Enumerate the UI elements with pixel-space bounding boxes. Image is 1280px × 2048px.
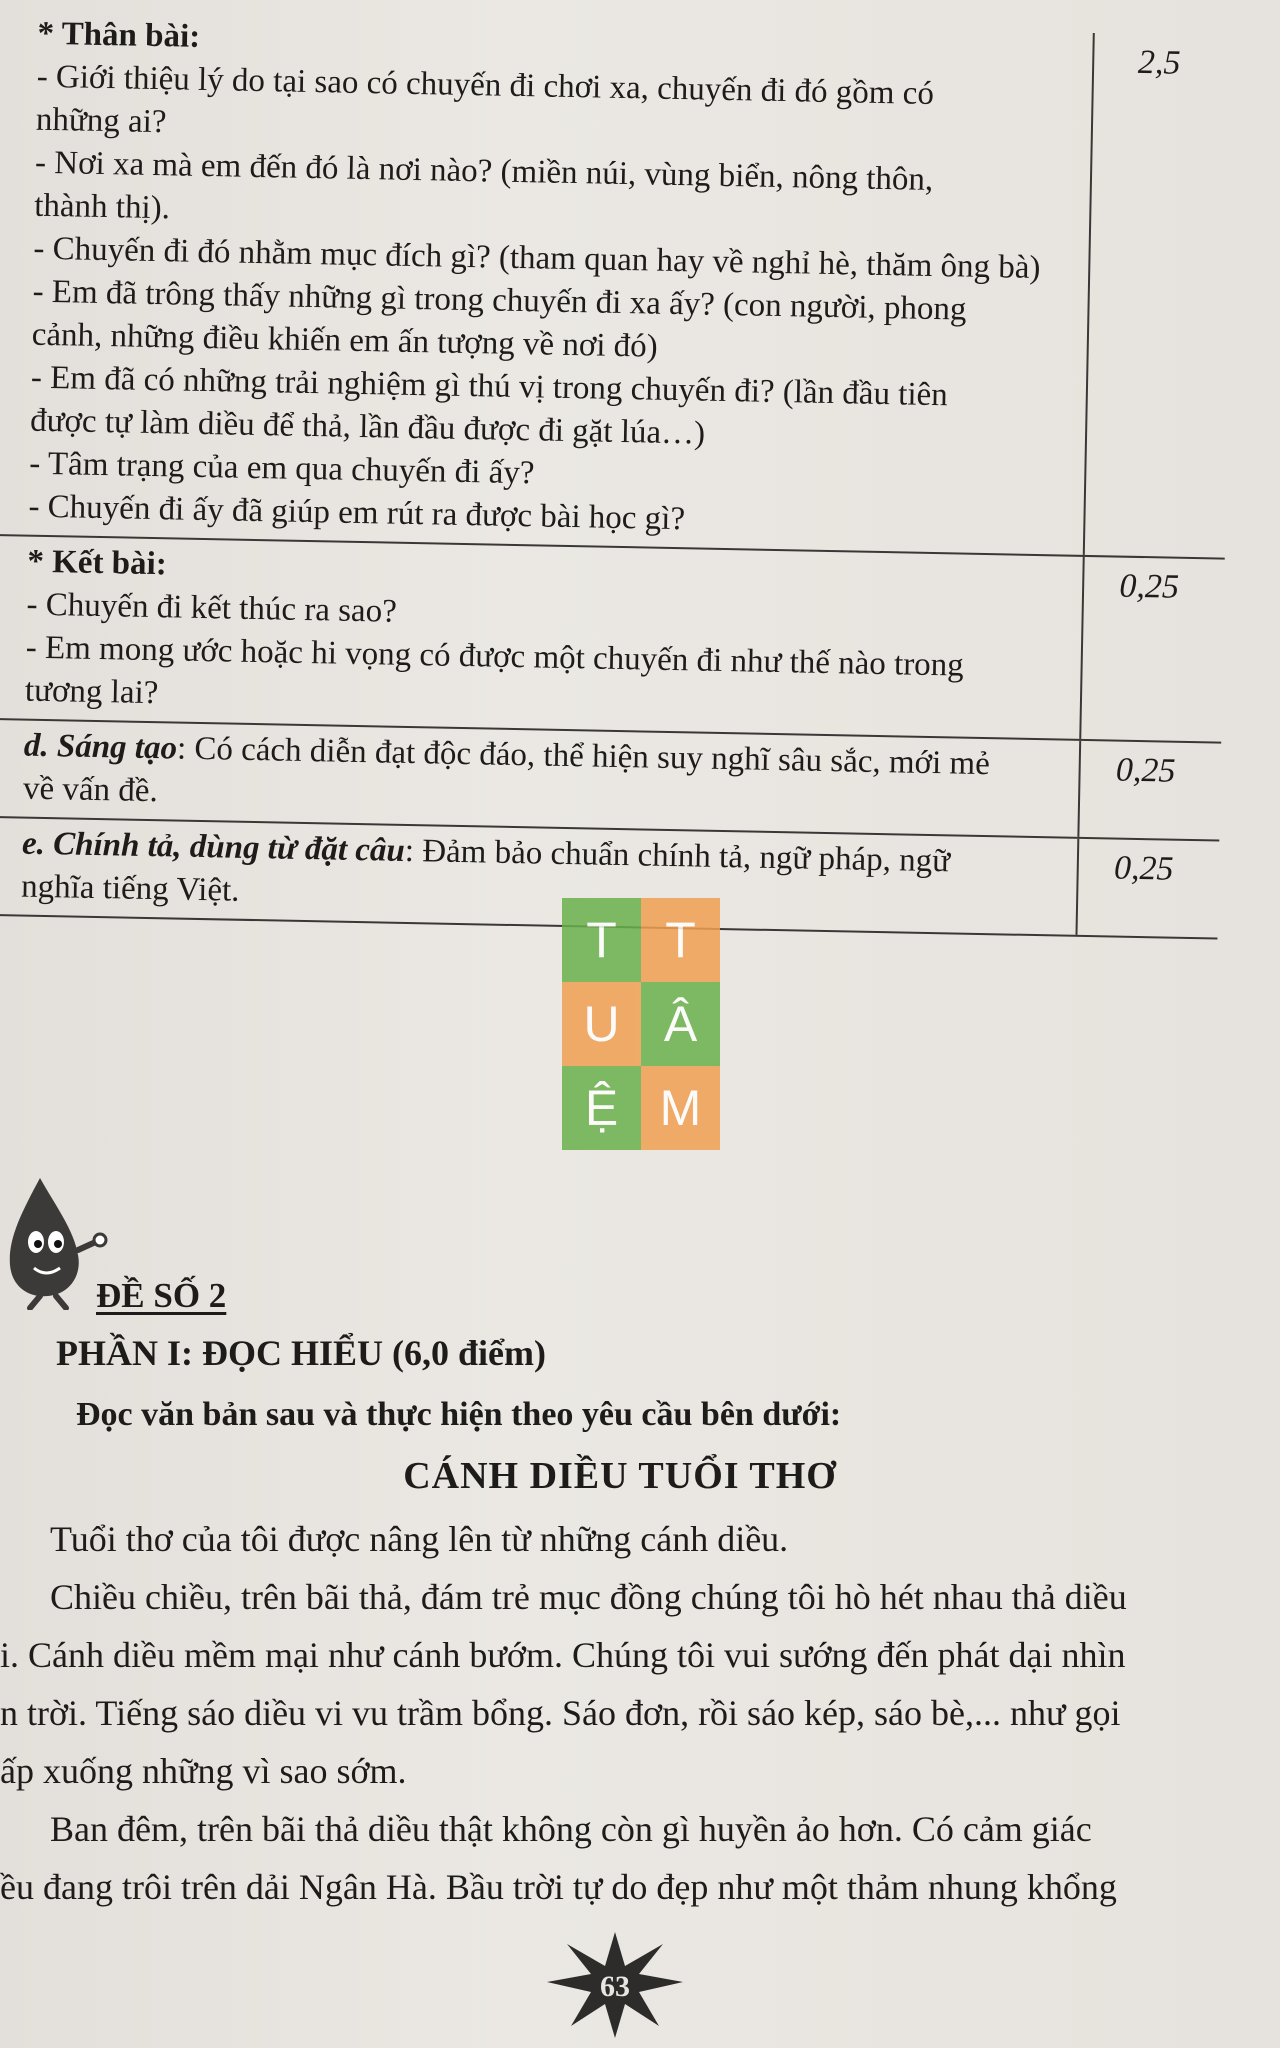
watermark-letter: Ệ: [562, 1066, 641, 1150]
ket-bai-heading: * Kết bài:: [27, 543, 168, 583]
than-bai-line: - Giới thiệu lý do tại sao có chuyến đi chơi xa, chuyến đi đó gồm có: [36, 58, 935, 112]
passage-line: ấp xuống những vì sao sớm.: [0, 1751, 407, 1791]
watermark-logo: [562, 898, 720, 1150]
than-bai-line: những ai?: [35, 101, 167, 141]
chinh-ta-text-2: nghĩa tiếng Việt.: [20, 868, 240, 909]
sang-tao-text-2: về vấn đề.: [22, 770, 159, 810]
than-bai-line: - Tâm trạng của em qua chuyến đi ấy?: [28, 445, 535, 492]
than-bai-content: [0, 12, 1095, 555]
than-bai-line: - Chuyến đi đó nhằm mục đích gì? (tham quan hay về nghỉ hè, thăm ông bà): [33, 230, 1041, 287]
ket-bai-score: 0,25: [1119, 567, 1180, 606]
sang-tao-score: 0,25: [1115, 751, 1176, 790]
watermark-letter: M: [641, 1066, 720, 1150]
sang-tao-title: d. Sáng tạo: [23, 727, 178, 767]
rubric-row-than-bai: [0, 12, 1235, 560]
instruction-text: Đọc văn bản sau và thực hiện theo yêu cầu bên dưới:: [76, 1396, 842, 1433]
exam-number: ĐỀ SỐ 2: [96, 1276, 227, 1315]
mascot-drop-icon: [0, 1170, 110, 1310]
passage-line: n trời. Tiếng sáo diều vi vu trầm bổng. Sáo đơn, rồi sáo kép, sáo bè,... như gọi: [0, 1693, 1121, 1733]
chinh-ta-score: 0,25: [1113, 849, 1174, 888]
watermark-letter: U: [562, 982, 641, 1066]
passage-line: Tuổi thơ của tôi được nâng lên từ những cánh diều.: [50, 1519, 789, 1559]
than-bai-line: cảnh, những điều khiến em ấn tượng về nơi đó): [31, 316, 659, 365]
passage-line: ều đang trôi trên dải Ngân Hà. Bầu trời tự do đẹp như một thảm nhung khổng: [0, 1867, 1117, 1907]
chinh-ta-text: : Đảm bảo chuẩn chính tả, ngữ pháp, ngữ: [404, 832, 951, 880]
ket-bai-content: [0, 536, 1085, 739]
ket-bai-line: - Chuyến đi kết thúc ra sao?: [26, 586, 398, 630]
passage-body: [0, 1512, 1270, 1918]
sang-tao-content: [0, 720, 1081, 837]
passage-line: Chiều chiều, trên bãi thả, đám trẻ mục đồng chúng tôi hò hét nhau thả diều: [50, 1577, 1127, 1617]
watermark-letter: T: [641, 898, 720, 982]
than-bai-line: - Chuyến đi ấy đã giúp em rút ra được bài học gì?: [28, 488, 686, 538]
ket-bai-line: tương lai?: [24, 672, 159, 712]
rubric-row-ket-bai: [0, 536, 1225, 744]
rubric-table: [0, 12, 1235, 940]
ket-bai-line: - Em mong ước hoặc hi vọng có được một chuyến đi như thế nào trong: [25, 629, 965, 684]
than-bai-line: - Nơi xa mà em đến đó là nơi nào? (miền núi, vùng biển, nông thôn,: [34, 144, 934, 198]
watermark-letter: T: [562, 898, 641, 982]
page-number-badge: [545, 1930, 685, 2040]
chinh-ta-content: [0, 818, 1079, 935]
section-heading: PHẦN I: ĐỌC HIỂU (6,0 điểm): [56, 1333, 546, 1373]
passage-line: Ban đêm, trên bãi thả diều thật không còn gì huyền ảo hơn. Có cảm giác: [50, 1809, 1092, 1849]
passage-title: CÁNH DIỀU TUỔI THƠ: [403, 1455, 837, 1497]
watermark-letter: Â: [641, 982, 720, 1066]
passage-line: i. Cánh diều mềm mại như cánh bướm. Chúng tôi vui sướng đến phát dại nhìn: [0, 1635, 1126, 1675]
than-bai-line: được tự làm diều để thả, lần đầu được đi gặt lúa…): [29, 402, 706, 452]
than-bai-score: 2,5: [1137, 43, 1181, 82]
than-bai-line: thành thị).: [33, 187, 171, 227]
than-bai-line: - Em đã trông thấy những gì trong chuyến đi xa ấy? (con người, phong: [32, 273, 967, 328]
than-bai-heading: * Thân bài:: [37, 15, 201, 55]
sang-tao-text: : Có cách diễn đạt độc đáo, thể hiện suy nghĩ sâu sắc, mới mẻ: [176, 730, 991, 783]
than-bai-line: - Em đã có những trải nghiệm gì thú vị trong chuyến đi? (lần đầu tiên: [30, 359, 949, 414]
page-number: 63: [600, 1970, 630, 2003]
chinh-ta-title: e. Chính tả, dùng từ đặt câu: [21, 825, 406, 869]
